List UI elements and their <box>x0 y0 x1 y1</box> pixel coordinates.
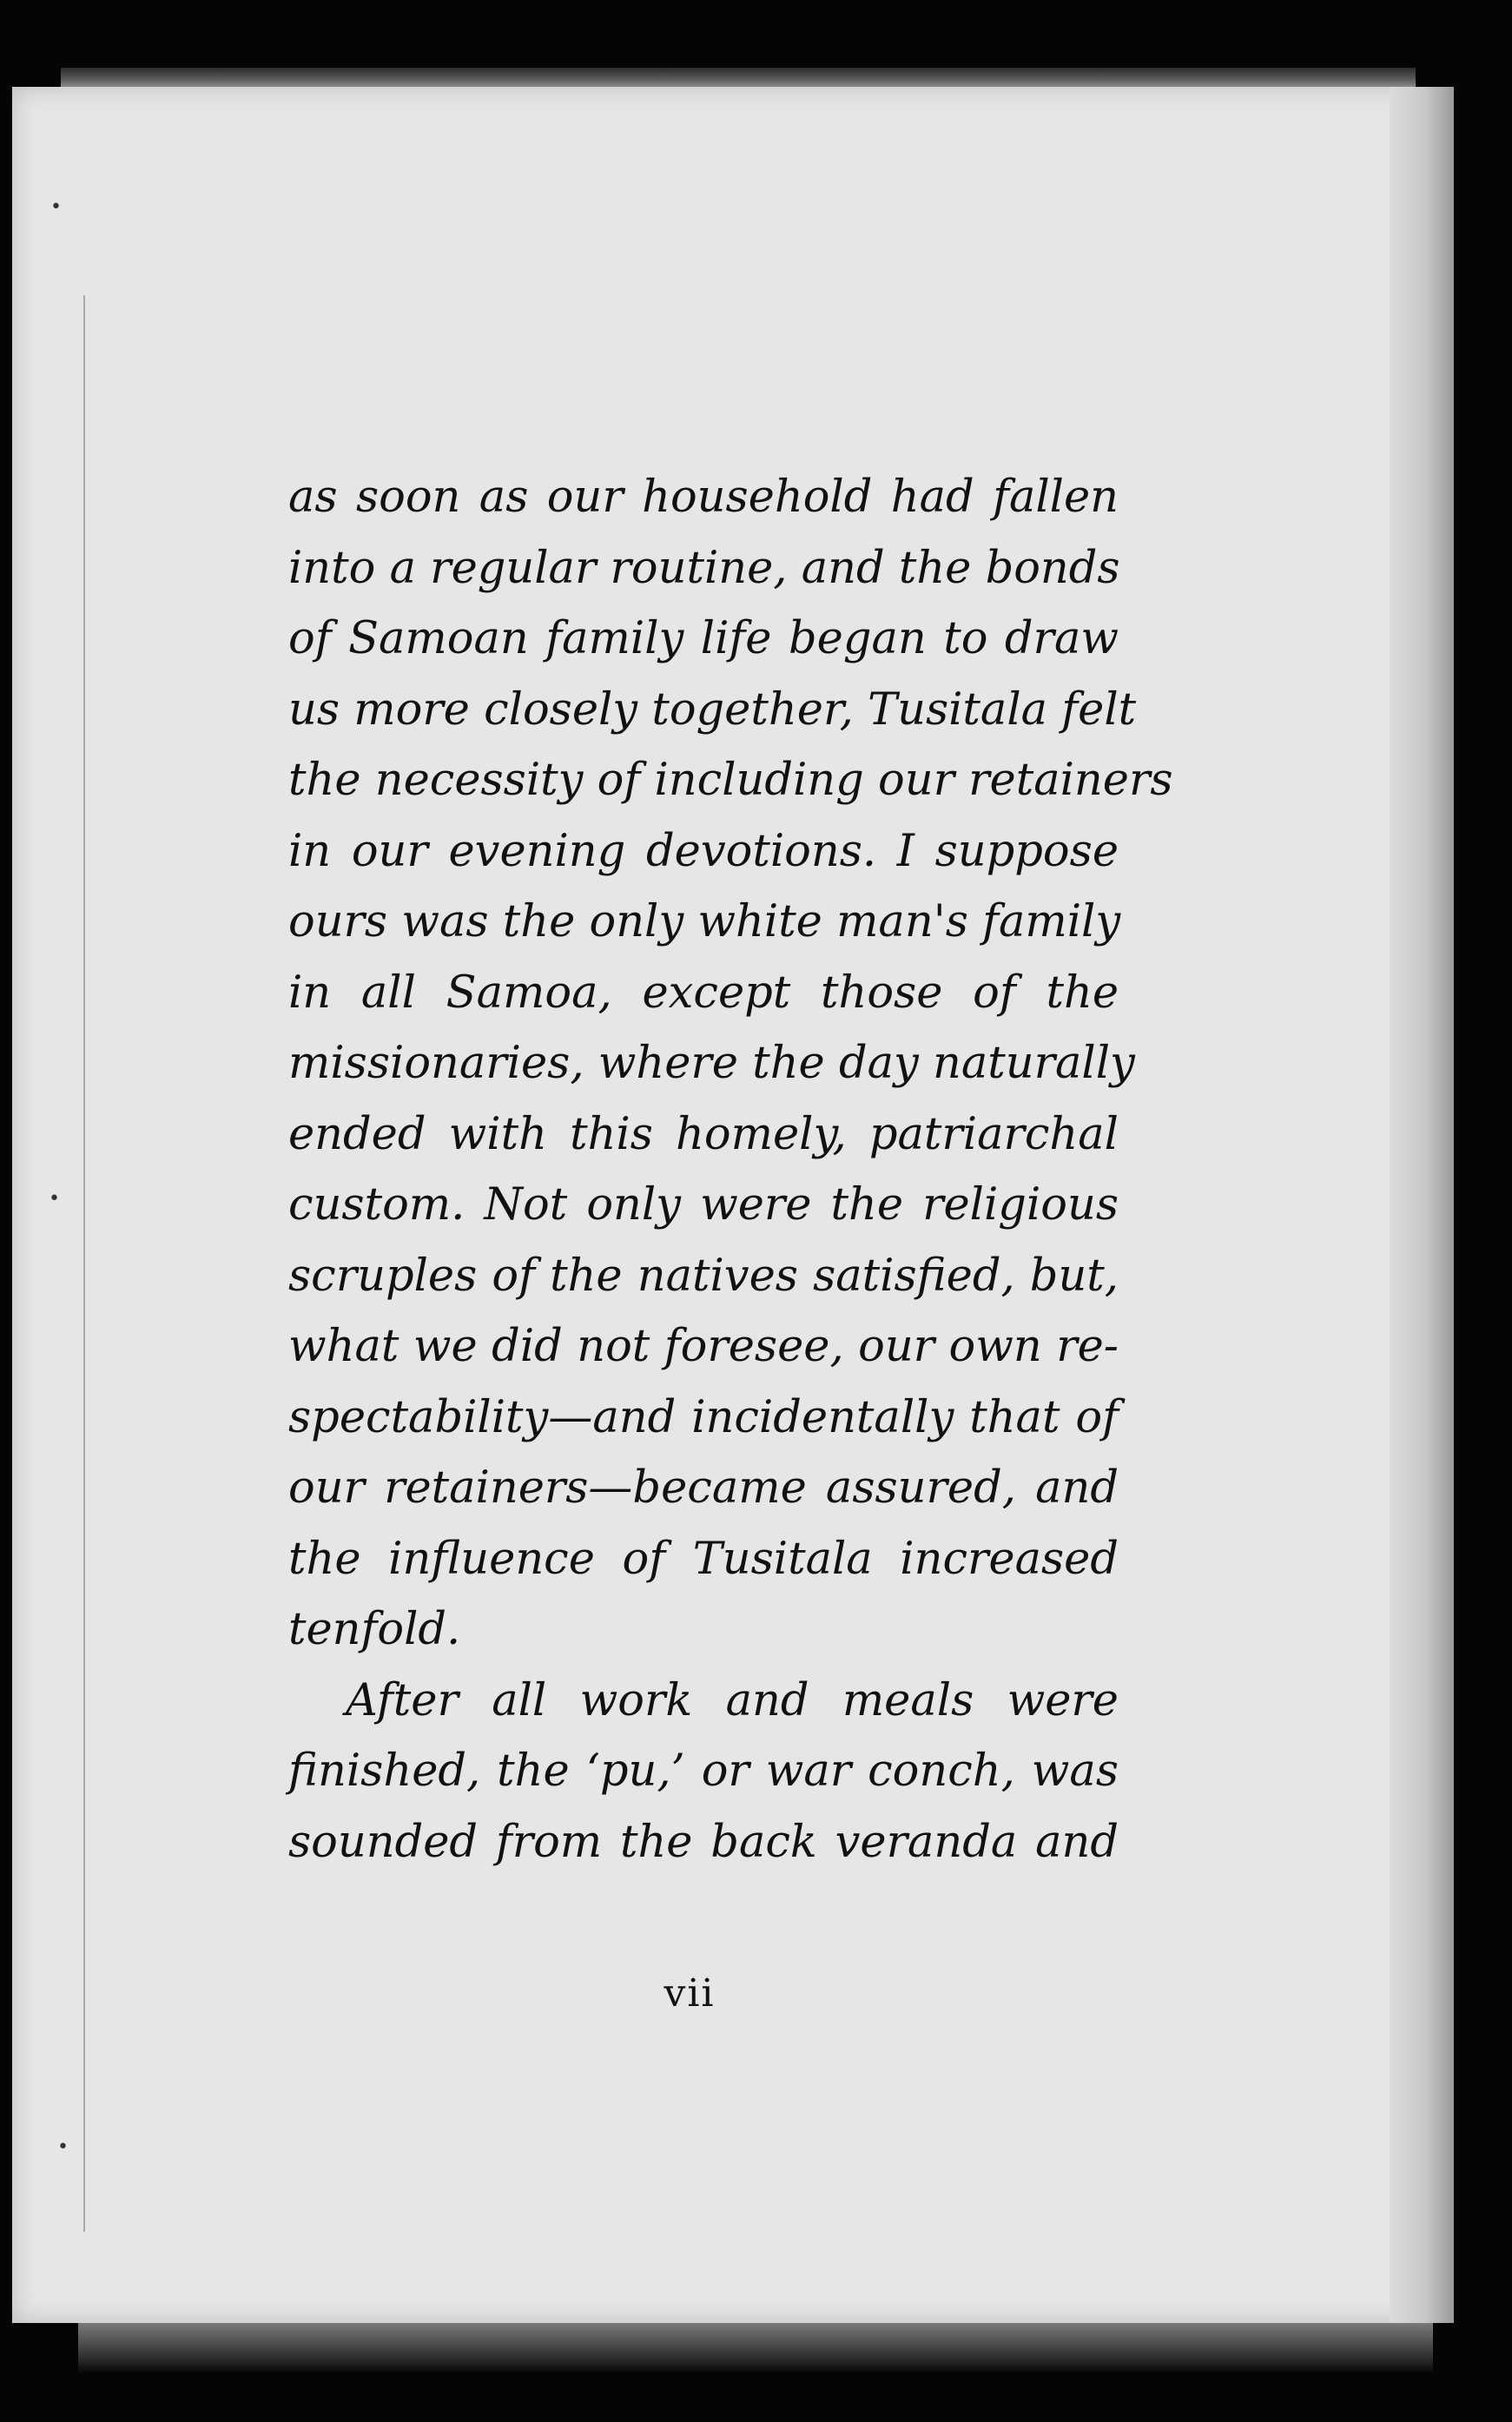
text-line: spectability—and incidentally that of <box>288 1391 1119 1443</box>
scan-speck-top: • <box>50 196 62 218</box>
text-line: what we did not foresee, our own re- <box>288 1321 1119 1372</box>
text-line: custom. Not only were the religious <box>288 1179 1119 1231</box>
page-right-edge <box>1390 87 1454 2323</box>
page-number: vii <box>664 1971 716 2016</box>
text-line: scruples of the natives satisfied, but, <box>288 1250 1119 1302</box>
scan-speck-middle: • <box>49 1188 60 1210</box>
gutter-line <box>83 295 85 2232</box>
text-line: finished, the ‘pu,’ or war conch, was <box>288 1746 1119 1797</box>
text-line: ended with this homely, patriarchal <box>288 1108 1119 1160</box>
text-line: as soon as our household had fallen <box>288 472 1119 523</box>
text-line: tenfold. <box>288 1604 461 1655</box>
scan-speck-bottom: • <box>57 2136 69 2158</box>
page-bottom-edge <box>78 2323 1433 2375</box>
book-page <box>12 87 1454 2323</box>
text-line: the necessity of including our retainers <box>288 755 1173 806</box>
text-line: in our evening devotions. I suppose <box>288 825 1119 877</box>
text-line: missionaries, where the day naturally <box>288 1038 1135 1089</box>
text-line: of Samoan family life began to draw <box>288 613 1119 664</box>
text-line: After all work and meals were <box>346 1674 1119 1726</box>
text-line: sounded from the back veranda and <box>288 1816 1119 1868</box>
text-line: into a regular routine, and the bonds <box>288 542 1120 594</box>
text-line: in all Samoa, except those of the <box>288 967 1119 1019</box>
body-text <box>288 462 1173 1878</box>
text-line: us more closely together, Tusitala felt <box>288 683 1137 736</box>
text-line: our retainers—became assured, and <box>288 1462 1119 1514</box>
text-line: ours was the only white man's family <box>288 896 1121 947</box>
text-line: the influence of Tusitala increased <box>288 1533 1119 1585</box>
page-top-edge <box>61 68 1416 87</box>
